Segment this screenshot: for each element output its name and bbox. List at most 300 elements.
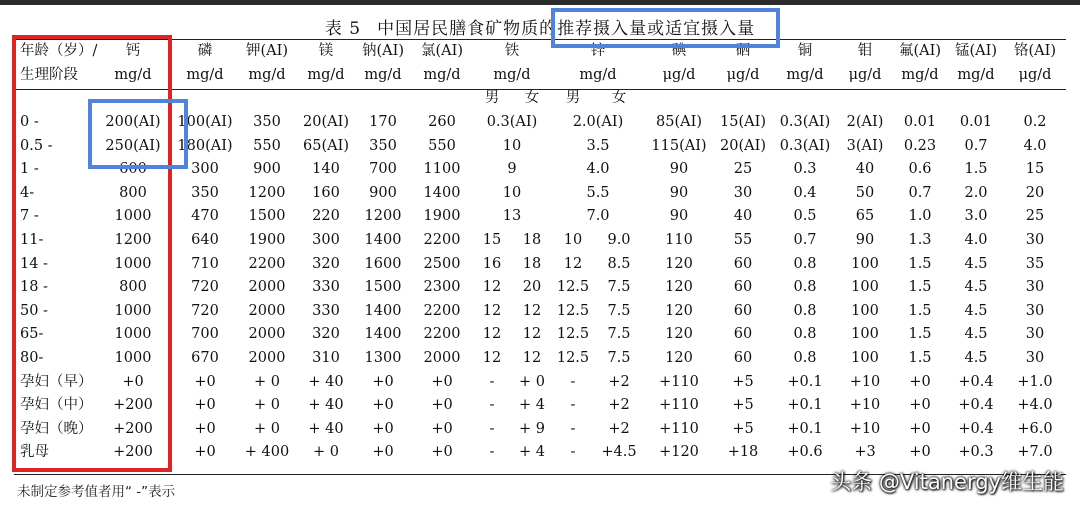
table-cell: - [570, 444, 576, 461]
table-cell: +0 [909, 373, 931, 390]
table-cell: 85(AI) [656, 114, 702, 131]
table-cell: 0.8 [793, 279, 817, 296]
table-cell: 30 [1025, 232, 1045, 249]
table-cell: 1.5 [964, 161, 988, 178]
table-cell: 碘 [671, 43, 687, 60]
table-cell: 2200 [423, 302, 461, 319]
table-cell: 孕妇（中） [20, 397, 93, 414]
table-cell: 7.5 [607, 326, 631, 343]
table-cell: 10 [502, 137, 522, 154]
table-cell [298, 87, 354, 111]
table-cell: 14 - [20, 255, 48, 272]
table-cell: 65(AI) [303, 137, 349, 154]
table-cell: 7 - [20, 208, 39, 225]
highlight-box-infant-calcium [88, 99, 188, 169]
table-cell: 11- [20, 232, 44, 249]
table-cell: 60 [733, 279, 753, 296]
table-cell: 1400 [364, 326, 402, 343]
table-cell: 12.5 [556, 302, 590, 319]
table-cell: 12 [482, 350, 502, 367]
table-cell: 4.5 [964, 302, 988, 319]
table-cell: 350 [191, 184, 219, 201]
table-cell: 3.0 [964, 208, 988, 225]
table-cell: +0 [431, 444, 453, 461]
table-cell: + 4 [519, 444, 545, 461]
table-cell: 12 [482, 279, 502, 296]
table-cell: +0 [431, 420, 453, 437]
table-cell: 80- [20, 350, 44, 367]
table-cell: 1500 [364, 279, 402, 296]
table-cell: - [489, 373, 495, 390]
table-cell: mg/d [901, 66, 939, 83]
table-cell: 生理阶段 [20, 66, 78, 83]
table-cell: - [489, 444, 495, 461]
table-cell: +0.1 [787, 397, 823, 414]
table-cell: 710 [191, 255, 219, 272]
table-cell [236, 87, 298, 111]
table-cell: 330 [312, 279, 340, 296]
table-cell: 7.5 [607, 279, 631, 296]
table-cell: +120 [659, 444, 699, 461]
table-cell: 65 [855, 208, 875, 225]
table-cell: + 0 [519, 373, 545, 390]
table-cell: +0.3 [958, 444, 994, 461]
table-cell: 1100 [423, 161, 461, 178]
table-cell: 2.0(AI) [572, 114, 624, 131]
table-cell [412, 87, 472, 111]
table-cell: 40 [855, 161, 875, 178]
table-cell: +0 [431, 397, 453, 414]
table-cell: mg/d [186, 66, 224, 83]
table-cell: 20 [522, 279, 542, 296]
table-cell: 100 [851, 350, 879, 367]
table-cell: 4.0 [1023, 137, 1047, 154]
table-cell: 15 [1025, 161, 1045, 178]
table-cell: +1.0 [1017, 373, 1053, 390]
table-cell: 磷 [197, 43, 213, 60]
table-cell: +0.4 [958, 420, 994, 437]
table-cell: + 400 [244, 444, 290, 461]
table-cell: 2000 [423, 350, 461, 367]
table-cell: 1 - [20, 161, 39, 178]
table-cell: + 0 [254, 420, 280, 437]
table-cell: 700 [369, 161, 397, 178]
table-cell: 300 [191, 161, 219, 178]
table-cell: mg/d [364, 66, 402, 83]
table-cell: 2300 [423, 279, 461, 296]
table-cell [714, 87, 772, 111]
table-cell: 15(AI) [720, 114, 766, 131]
table-cell: 0.8 [793, 326, 817, 343]
table-cell: 30 [733, 184, 753, 201]
table-cell: 0.3(AI) [486, 114, 538, 131]
table-cell: 120 [665, 255, 693, 272]
table-cell: 550 [253, 137, 281, 154]
table-cell: 1400 [364, 232, 402, 249]
table-cell: mg/d [493, 66, 531, 83]
table-cell: 5.5 [586, 184, 610, 201]
table-cell: mg/d [423, 66, 461, 83]
table-cell: 670 [191, 350, 219, 367]
table-cell: 男 [484, 90, 500, 107]
table-title-text: 中国居民膳食矿物质的推荐摄入量或适宜摄入量 [377, 19, 756, 39]
table-cell: 2000 [248, 326, 286, 343]
watermark: 头条 @Vitanergy维生能 [830, 470, 1064, 494]
table-cell: mg/d [579, 66, 617, 83]
table-cell: 2(AI) [846, 114, 884, 131]
table-cell: 1300 [364, 350, 402, 367]
table-cell: 0.6 [908, 161, 932, 178]
table-cell: 男 [565, 90, 581, 107]
table-number: 表 5 [324, 19, 362, 39]
table-cell: 320 [312, 326, 340, 343]
table-cell: 0.7 [964, 137, 988, 154]
table-cell: 1.0 [908, 208, 932, 225]
table-cell: 600 [119, 161, 147, 178]
table-cell: 1000 [114, 208, 152, 225]
table-cell: 0.3(AI) [779, 137, 831, 154]
table-cell: +110 [659, 397, 699, 414]
table-cell: 200(AI) [105, 114, 161, 131]
table-cell: +0 [909, 420, 931, 437]
table-cell: +2 [608, 373, 630, 390]
table-cell: +10 [849, 397, 881, 414]
table-cell: 12 [482, 302, 502, 319]
table-cell: 60 [733, 255, 753, 272]
table-cell: 1.5 [908, 279, 932, 296]
table-cell: 90 [669, 208, 689, 225]
table-cell: 800 [119, 184, 147, 201]
table-cell: +0 [372, 397, 394, 414]
table-cell [948, 87, 1004, 111]
table-cell: +2 [608, 420, 630, 437]
table-cell: 1600 [364, 255, 402, 272]
table-cell: - [570, 420, 576, 437]
table-cell: 60 [733, 350, 753, 367]
table-cell [354, 87, 412, 111]
table-cell: 0.01 [959, 114, 993, 131]
table-cell: 9.0 [607, 232, 631, 249]
table-cell: 1400 [364, 302, 402, 319]
table-cell: μg/d [848, 66, 882, 83]
table-cell: 20(AI) [303, 114, 349, 131]
table-cell: - [489, 397, 495, 414]
table-cell: 30 [1025, 326, 1045, 343]
table-cell: 钾(AI) [245, 43, 288, 60]
table-cell: 110 [665, 232, 693, 249]
table-cell: +0.4 [958, 373, 994, 390]
table-cell: 铬(AI) [1013, 43, 1056, 60]
table-cell: +110 [659, 420, 699, 437]
table-cell: 1.3 [908, 232, 932, 249]
table-cell: +2 [608, 397, 630, 414]
table-cell: 8.5 [607, 255, 631, 272]
table-cell: 4.0 [964, 232, 988, 249]
table-cell: 90 [669, 161, 689, 178]
table-cell: 30 [1025, 279, 1045, 296]
table-cell: 孕妇（晚） [20, 420, 93, 437]
table-cell: +0 [431, 373, 453, 390]
table-cell: 4.5 [964, 326, 988, 343]
table-cell: 300 [312, 232, 340, 249]
table-cell: 60 [733, 326, 753, 343]
table-cell: 12.5 [556, 326, 590, 343]
table-cell [1004, 87, 1066, 111]
table-cell: 310 [312, 350, 340, 367]
table-cell: 0.3(AI) [779, 114, 831, 131]
table-cell: mg/d [248, 66, 286, 83]
table-cell: 1500 [248, 208, 286, 225]
table-cell: 65- [20, 326, 44, 343]
table-cell: 锌 [590, 43, 606, 60]
table-cell [644, 87, 714, 111]
table-cell: + 0 [254, 373, 280, 390]
table-cell: 钼 [857, 43, 873, 60]
table-cell: 锰(AI) [954, 43, 997, 60]
table-cell: +5 [732, 420, 754, 437]
table-cell: +0.1 [787, 420, 823, 437]
table-cell: +0 [909, 444, 931, 461]
table-cell: 1200 [114, 232, 152, 249]
table-cell: 10 [502, 184, 522, 201]
table-cell: +200 [113, 397, 153, 414]
table-cell [772, 87, 838, 111]
table-cell: +0 [372, 420, 394, 437]
table-cell: +7.0 [1017, 444, 1053, 461]
table-cell: +110 [659, 373, 699, 390]
table-cell: 7.0 [586, 208, 610, 225]
table-cell: 60 [733, 302, 753, 319]
table-cell: 250(AI) [105, 137, 161, 154]
table-cell: 350 [253, 114, 281, 131]
table-cell: 0.8 [793, 255, 817, 272]
table-cell: 50 - [20, 302, 48, 319]
table-cell: +4.5 [601, 444, 637, 461]
table-cell: 12 [482, 326, 502, 343]
footnote: 未制定参考值者用“ -”表示 [17, 484, 176, 500]
table-cell: 550 [428, 137, 456, 154]
table-cell: 0.23 [903, 137, 937, 154]
table-cell: + 40 [308, 373, 344, 390]
table-cell: 0.5 [793, 208, 817, 225]
table-cell: μg/d [726, 66, 760, 83]
table-cell: 330 [312, 302, 340, 319]
table-cell: +0.1 [787, 373, 823, 390]
table-cell: 镁 [318, 43, 334, 60]
table-cell: 90 [669, 184, 689, 201]
table-cell: 16 [482, 255, 502, 272]
table-cell: + 0 [313, 444, 339, 461]
table-cell: 13 [502, 208, 522, 225]
table-cell: 100 [851, 279, 879, 296]
table-cell: 100(AI) [177, 114, 233, 131]
table-cell: 2.0 [964, 184, 988, 201]
table-cell: +0 [372, 444, 394, 461]
table-cell: 100 [851, 326, 879, 343]
table-cell: +6.0 [1017, 420, 1053, 437]
table-cell: 2000 [248, 279, 286, 296]
table-cell: 4.5 [964, 279, 988, 296]
table-cell: 年龄（岁）/ [20, 43, 98, 60]
top-edge-bar [0, 0, 1080, 5]
table-cell: 7.5 [607, 350, 631, 367]
table-cell: 3(AI) [846, 137, 884, 154]
table-cell: 0.7 [908, 184, 932, 201]
table-cell: 700 [191, 326, 219, 343]
table-cell: 12.5 [556, 350, 590, 367]
table-cell: 1900 [423, 208, 461, 225]
table-cell: 孕妇（早） [20, 373, 93, 390]
table-cell: +10 [849, 373, 881, 390]
table-cell: 2200 [248, 255, 286, 272]
table-cell: 100 [851, 302, 879, 319]
table-cell: +200 [113, 420, 153, 437]
table-cell: 12.5 [556, 279, 590, 296]
table-cell: 40 [733, 208, 753, 225]
table-cell: + 40 [308, 420, 344, 437]
table-cell: - [570, 397, 576, 414]
table-cell: - [570, 373, 576, 390]
table-cell: 50 [855, 184, 875, 201]
table-cell: +0 [194, 397, 216, 414]
table-cell: 120 [665, 326, 693, 343]
table-cell: 12 [522, 326, 542, 343]
table-cell: 铁 [504, 43, 520, 60]
table-cell: +10 [849, 420, 881, 437]
table-cell: 0.8 [793, 350, 817, 367]
table-cell: 160 [312, 184, 340, 201]
table-cell: 640 [191, 232, 219, 249]
table-cell: 350 [369, 137, 397, 154]
table-cell: 2000 [248, 302, 286, 319]
table-cell: 女 [524, 90, 540, 107]
table-cell: 7.5 [607, 302, 631, 319]
table-cell: 320 [312, 255, 340, 272]
table-cell: 1.5 [908, 326, 932, 343]
table-cell: mg/d [307, 66, 345, 83]
table-cell: +0 [909, 397, 931, 414]
table-cell: 120 [665, 279, 693, 296]
table-cell: 720 [191, 302, 219, 319]
table-cell: 55 [733, 232, 753, 249]
table-cell: 120 [665, 302, 693, 319]
table-cell: +200 [113, 444, 153, 461]
table-cell: 120 [665, 350, 693, 367]
table-cell: 260 [428, 114, 456, 131]
table-cell: 90 [855, 232, 875, 249]
table-cell: 30 [1025, 350, 1045, 367]
table-cell: 1900 [248, 232, 286, 249]
table-cell: 9 [507, 161, 517, 178]
table-cell: 30 [1025, 302, 1045, 319]
highlight-box-title [551, 8, 780, 48]
table-cell: 900 [369, 184, 397, 201]
table-cell: +0 [194, 373, 216, 390]
table-cell: 18 [522, 232, 542, 249]
table-cell: +4.0 [1017, 397, 1053, 414]
table-cell: +5 [732, 373, 754, 390]
table-cell: + 0 [254, 397, 280, 414]
table-cell: 1200 [364, 208, 402, 225]
table-cell: 铜 [797, 43, 813, 60]
table-cell: 170 [369, 114, 397, 131]
table-cell: 18 - [20, 279, 48, 296]
table-cell: +18 [727, 444, 759, 461]
table-cell: 0.7 [793, 232, 817, 249]
table-cell: 0 - [20, 114, 39, 131]
table-cell: 2200 [423, 326, 461, 343]
table-cell: 0.5 - [20, 137, 53, 154]
table-cell: 1000 [114, 326, 152, 343]
table-cell: mg/d [114, 66, 152, 83]
table-cell: 800 [119, 279, 147, 296]
table-cell: 12 [522, 302, 542, 319]
table-cell: 720 [191, 279, 219, 296]
table-cell: +0.6 [787, 444, 823, 461]
table-cell: +3 [854, 444, 876, 461]
table-cell: 25 [1025, 208, 1045, 225]
table-cell: 2000 [248, 350, 286, 367]
table-cell: 900 [253, 161, 281, 178]
table-cell: 硒 [735, 43, 751, 60]
table-cell: 25 [733, 161, 753, 178]
table-cell: 140 [312, 161, 340, 178]
table-cell: 470 [191, 208, 219, 225]
table-cell: + 40 [308, 397, 344, 414]
table-cell: +0 [372, 373, 394, 390]
table-cell: 100 [851, 255, 879, 272]
table-cell: 12 [522, 350, 542, 367]
table-cell: 20 [1025, 184, 1045, 201]
table-cell: 3.5 [586, 137, 610, 154]
table-cell: 35 [1025, 255, 1045, 272]
table-cell: +0 [122, 373, 144, 390]
table-cell: 0.2 [1023, 114, 1047, 131]
table-cell: 4.5 [964, 255, 988, 272]
table-cell: 15 [482, 232, 502, 249]
table-cell: μg/d [662, 66, 696, 83]
table-cell: 0.3 [793, 161, 817, 178]
table-cell: + 9 [519, 420, 545, 437]
table-cell: 女 [611, 90, 627, 107]
table-cell: 220 [312, 208, 340, 225]
table-cell: 氯(AI) [420, 43, 463, 60]
table-cell: 18 [522, 255, 542, 272]
table-cell: +0 [194, 420, 216, 437]
table-cell: +5 [732, 397, 754, 414]
table-cell: 0.01 [903, 114, 937, 131]
table-cell: 1000 [114, 350, 152, 367]
table-cell: 115(AI) [651, 137, 707, 154]
table-cell: μg/d [1018, 66, 1052, 83]
table-cell: +0 [194, 444, 216, 461]
table-cell: 10 [563, 232, 583, 249]
table-cell: 1000 [114, 302, 152, 319]
table-cell: - [489, 420, 495, 437]
table-cell: 0.8 [793, 302, 817, 319]
table-cell [892, 87, 948, 111]
table-cell: 180(AI) [177, 137, 233, 154]
table-cell: 2500 [423, 255, 461, 272]
table-cell: mg/d [786, 66, 824, 83]
table-cell: + 4 [519, 397, 545, 414]
table-cell: 乳母 [20, 444, 49, 461]
table-cell: 氟(AI) [898, 43, 941, 60]
table-cell: 钠(AI) [361, 43, 404, 60]
table-cell: mg/d [957, 66, 995, 83]
table-cell: 钙 [125, 43, 141, 60]
table-cell: 20(AI) [720, 137, 766, 154]
